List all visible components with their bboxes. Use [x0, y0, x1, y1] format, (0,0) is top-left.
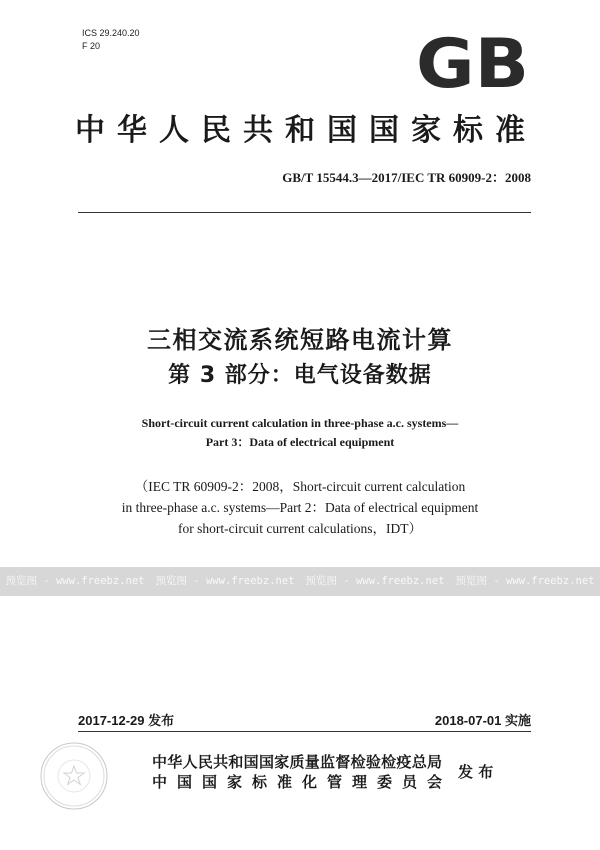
standard-category-title: 中华人民共和国国家标准 — [75, 113, 537, 148]
en-title-line-1: Short-circuit current calculation in three-phase a.c. systems— — [141, 416, 459, 430]
issue-date: 2017-12-29 发布 — [78, 713, 175, 728]
watermark-text: 预览图 - www.freebz.net — [5, 575, 145, 587]
watermark-text: 预览图 - www.freebz.net — [455, 575, 595, 587]
issuer-sac: 中 国 国 家 标 准 化 管 理 委 员 会 — [152, 773, 442, 791]
header-divider — [78, 212, 531, 213]
ics-code: ICS 29.240.20 — [82, 28, 140, 38]
footer-divider — [78, 731, 531, 732]
seal-stamp-icon — [38, 740, 110, 812]
equivalence-line-3: for short-circuit current calculations，IDT） — [177, 521, 423, 536]
equivalence-line-2: in three-phase a.c. systems—Part 2：Data of electrical equipment — [121, 500, 479, 515]
watermark-text: 预览图 - www.freebz.net — [155, 575, 295, 587]
equivalence-line-1: （IEC TR 60909-2：2008，Short-circuit current calculation — [134, 479, 466, 494]
watermark-text: 预览图 - www.freebz.net — [305, 575, 445, 587]
watermark-band — [0, 567, 600, 596]
gb-logo-text: GB — [416, 32, 529, 92]
implementation-date: 2018-07-01 实施 — [434, 713, 531, 728]
zh-title-line-1: 三相交流系统短路电流计算 — [147, 326, 453, 354]
zh-title-line-2: 第 3 部分：电气设备数据 — [168, 363, 432, 388]
ccs-code: F 20 — [82, 41, 101, 51]
publish-label: 发 布 — [458, 763, 494, 781]
gb-logo-icon — [414, 32, 532, 92]
issuer-aqsiq: 中华人民共和国国家质量监督检验检疫总局 — [152, 753, 442, 771]
en-title-line-2: Part 3：Data of electrical equipment — [205, 435, 395, 449]
standard-number: GB/T 15544.3—2017/IEC TR 60909-2：2008 — [282, 170, 531, 185]
classification-codes — [82, 27, 140, 53]
